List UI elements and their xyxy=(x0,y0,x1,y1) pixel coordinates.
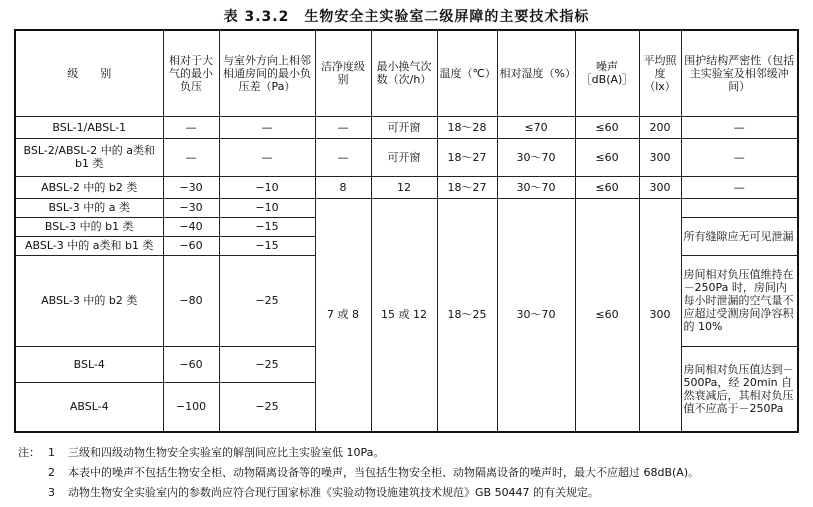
cell-diff: −10 xyxy=(219,176,315,198)
cell-tight-leak: 所有缝隙应无可见泄漏 xyxy=(681,217,798,255)
cell-temp-merged: 18～25 xyxy=(437,198,497,432)
cell-neg: −60 xyxy=(163,236,219,255)
cell-lux: 300 xyxy=(639,138,681,176)
header-pressure-diff: 与室外方向上相邻相通房间的最小负压差（Pa） xyxy=(219,30,315,116)
cell-tight-250pa: 房间相对负压值维持在－250Pa 时，房间内每小时泄漏的空气量不应超过受测房间净容积的 10% xyxy=(681,255,798,346)
cell-level: ABSL-2 中的 b2 类 xyxy=(15,176,163,198)
cell-neg: −30 xyxy=(163,198,219,217)
cell-neg: — xyxy=(163,138,219,176)
header-air-changes: 最小换气次数（次/h） xyxy=(371,30,437,116)
cell-clean: 8 xyxy=(315,176,371,198)
note-item xyxy=(18,483,699,503)
note-number: 1 xyxy=(48,446,55,459)
cell-level: ABSL-3 中的 b2 类 xyxy=(15,255,163,346)
cell-level: BSL-4 xyxy=(15,346,163,382)
cell-temp: 18～28 xyxy=(437,116,497,138)
note-number: 3 xyxy=(48,486,55,499)
cell-lux: 200 xyxy=(639,116,681,138)
cell-neg: −60 xyxy=(163,346,219,382)
cell-lux: 300 xyxy=(639,176,681,198)
notes-prefix: 注： xyxy=(18,446,40,459)
cell-clean-merged: 7 或 8 xyxy=(315,198,371,432)
cell-tight: — xyxy=(681,138,798,176)
table-row xyxy=(15,176,798,198)
cell-level: BSL-3 中的 a 类 xyxy=(15,198,163,217)
header-noise: 噪声［dB(A)］ xyxy=(575,30,639,116)
cell-diff: — xyxy=(219,116,315,138)
header-temperature: 温度（℃） xyxy=(437,30,497,116)
cell-noise: ≤60 xyxy=(575,138,639,176)
cell-temp: 18～27 xyxy=(437,176,497,198)
cell-level: ABSL-3 中的 a类和 b1 类 xyxy=(15,236,163,255)
cell-diff: −15 xyxy=(219,217,315,236)
cell-hum: 30～70 xyxy=(497,176,575,198)
cell-ach: 可开窗 xyxy=(371,116,437,138)
cell-level: BSL-3 中的 b1 类 xyxy=(15,217,163,236)
cell-tight: — xyxy=(681,116,798,138)
cell-ach: 可开窗 xyxy=(371,138,437,176)
cell-neg: −40 xyxy=(163,217,219,236)
note-number: 2 xyxy=(48,466,55,479)
cell-neg: −30 xyxy=(163,176,219,198)
header-humidity: 相对湿度（%） xyxy=(497,30,575,116)
table-row xyxy=(15,198,798,217)
specs-table xyxy=(14,29,799,433)
note-text: 三级和四级动物生物安全实验室的解剖间应比主实验室低 10Pa。 xyxy=(68,446,385,459)
cell-diff: — xyxy=(219,138,315,176)
cell-noise: ≤60 xyxy=(575,176,639,198)
header-neg-pressure: 相对于大气的最小负压 xyxy=(163,30,219,116)
cell-clean: — xyxy=(315,138,371,176)
cell-noise: ≤60 xyxy=(575,116,639,138)
header-airtightness: 围护结构严密性（包括主实验室及相邻缓冲间） xyxy=(681,30,798,116)
note-text: 本表中的噪声不包括生物安全柜、动物隔离设备等的噪声，当包括生物安全柜、动物隔离设备的噪声时，最大不应超过 68dB(A)。 xyxy=(68,466,700,479)
cell-diff: −25 xyxy=(219,382,315,432)
cell-diff: −25 xyxy=(219,255,315,346)
cell-level: BSL-2/ABSL-2 中的 a类和 b1 类 xyxy=(15,138,163,176)
header-level: 级 别 xyxy=(15,30,163,116)
cell-tight-blank xyxy=(681,198,798,217)
cell-level: ABSL-4 xyxy=(15,382,163,432)
cell-clean: — xyxy=(315,116,371,138)
cell-neg: — xyxy=(163,116,219,138)
cell-ach: 12 xyxy=(371,176,437,198)
table-row xyxy=(15,116,798,138)
note-item xyxy=(18,463,699,483)
cell-hum: ≤70 xyxy=(497,116,575,138)
table-row xyxy=(15,138,798,176)
cell-diff: −10 xyxy=(219,198,315,217)
cell-noise-merged: ≤60 xyxy=(575,198,639,432)
header-cleanliness: 洁净度级别 xyxy=(315,30,371,116)
cell-diff: −15 xyxy=(219,236,315,255)
cell-lux-merged: 300 xyxy=(639,198,681,432)
cell-tight: — xyxy=(681,176,798,198)
cell-level: BSL-1/ABSL-1 xyxy=(15,116,163,138)
cell-diff: −25 xyxy=(219,346,315,382)
header-row xyxy=(15,30,798,116)
cell-neg: −80 xyxy=(163,255,219,346)
note-text: 动物生物安全实验室内的参数尚应符合现行国家标准《实验动物设施建筑技术规范》GB 50447 的有关规定。 xyxy=(68,486,600,499)
note-item xyxy=(18,443,699,463)
cell-neg: −100 xyxy=(163,382,219,432)
cell-temp: 18～27 xyxy=(437,138,497,176)
cell-hum-merged: 30～70 xyxy=(497,198,575,432)
cell-ach-merged: 15 或 12 xyxy=(371,198,437,432)
cell-hum: 30～70 xyxy=(497,138,575,176)
cell-tight-500pa: 房间相对负压值达到－500Pa，经 20min 自然衰减后，其相对负压值不应高于－250Pa xyxy=(681,346,798,432)
table-notes xyxy=(18,443,699,503)
header-illuminance: 平均照度（lx） xyxy=(639,30,681,116)
table-title: 表 3.3.2 生物安全主实验室二级屏障的主要技术指标 xyxy=(223,9,590,25)
